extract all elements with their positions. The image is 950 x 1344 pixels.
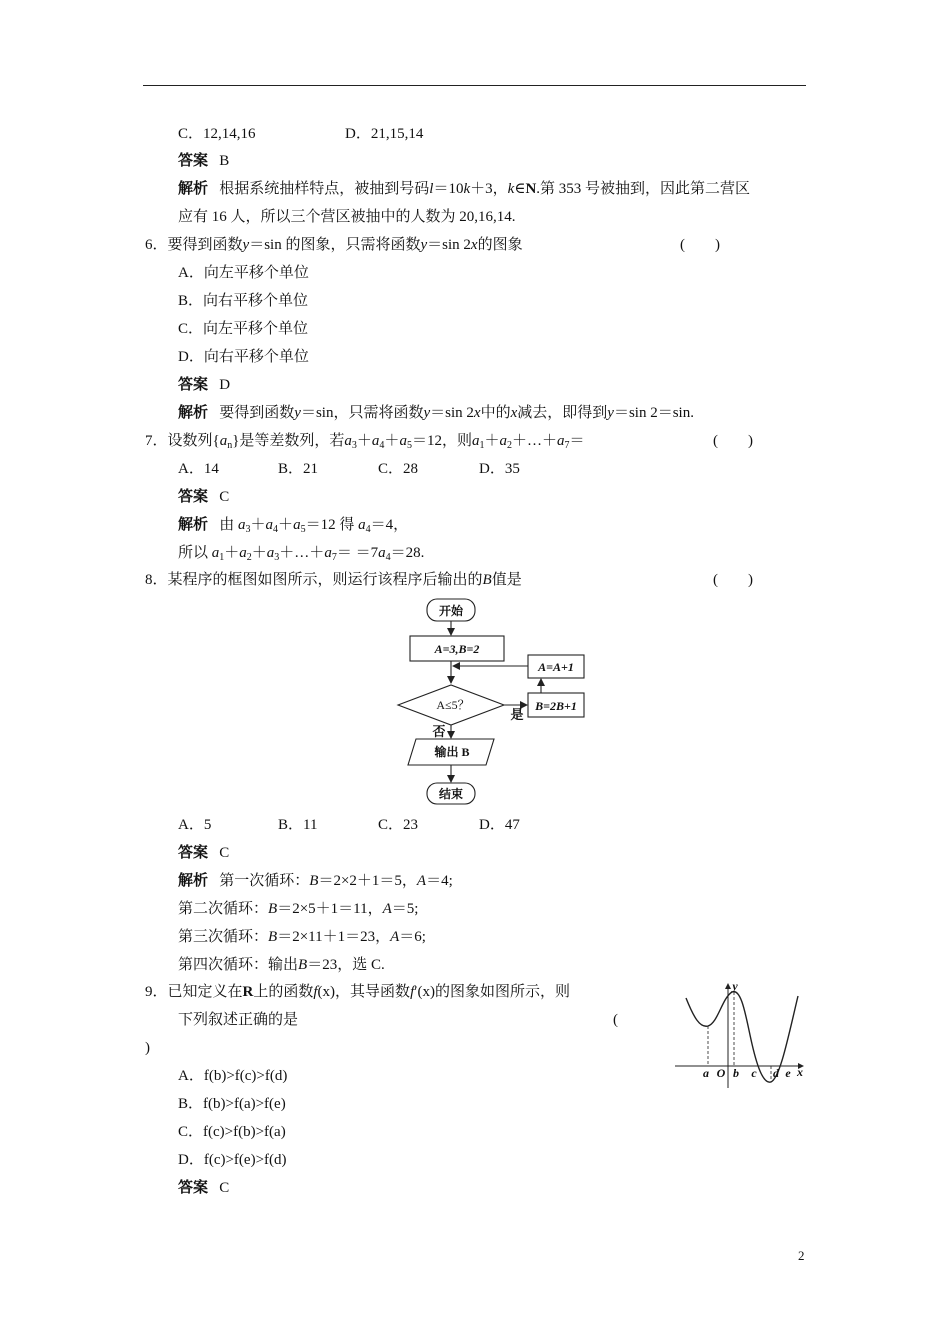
var-a: a bbox=[211, 545, 220, 561]
subscript: 7 bbox=[331, 552, 337, 563]
flow-no-label: 否 bbox=[432, 724, 446, 739]
q7-analysis-line1: 解析 由 $a_3+a_4+a_5=12$ 得 $a_4=4$， bbox=[178, 517, 409, 535]
graph-label-x: x bbox=[797, 1065, 803, 1079]
q7-analysis-text: ＝28. bbox=[390, 545, 425, 561]
graph-label-c: c bbox=[751, 1066, 757, 1080]
q7-analysis-line2: 所以 $a_1+a_2+a_3+\dots+a_7= =7a_4=28$. bbox=[178, 545, 425, 563]
graph-label-d: d bbox=[773, 1066, 779, 1080]
plus-sign: ＋ bbox=[356, 433, 372, 449]
q6-stem-text: 6．要得到函数 bbox=[145, 237, 243, 253]
graph-label-b: b bbox=[733, 1066, 739, 1080]
q6-answer-line bbox=[178, 375, 230, 395]
q7-option-c: C．28 bbox=[378, 461, 419, 477]
q8-stem-text: 8．某程序的框图如图所示，则运行该程序后输出的 bbox=[145, 572, 483, 588]
loop-text: 第二次循环： bbox=[178, 901, 269, 917]
var-x: x bbox=[510, 405, 518, 421]
q8-analysis-loop1: 解析 第一次循环：B＝2×2＋1＝5，A＝4; bbox=[178, 873, 453, 889]
q6-stem bbox=[145, 235, 523, 255]
flowchart bbox=[390, 595, 600, 810]
subscript: 3 bbox=[274, 552, 280, 563]
q6-stem-text: ＝sin 的图象，只需将函数 bbox=[249, 237, 421, 253]
var-y: y bbox=[420, 237, 428, 253]
q9-bracket-left: ( bbox=[613, 1012, 618, 1028]
subscript: 4 bbox=[365, 524, 371, 535]
q8-answer: C bbox=[219, 845, 230, 861]
q9-bracket-right: ) bbox=[145, 1040, 150, 1056]
graph-label-y: y bbox=[732, 979, 738, 993]
q9-stem-text: ，其导函数 bbox=[335, 984, 411, 1000]
answer-label: 答案 bbox=[178, 489, 209, 505]
flow-init-label: A=3,B=2 bbox=[434, 642, 480, 656]
func-f: f bbox=[313, 984, 318, 1000]
q8-analysis-loop2: 第二次循环：B＝2×5＋1＝11，A＝5; bbox=[178, 901, 419, 917]
var-a: a bbox=[219, 433, 228, 449]
q5-answer-line bbox=[178, 151, 229, 171]
graph-label-a: a bbox=[703, 1066, 709, 1080]
answer-label: 答案 bbox=[178, 845, 209, 861]
loop-text: 第一次循环： bbox=[219, 873, 310, 889]
q7-option-b: B．21 bbox=[278, 461, 319, 477]
loop-text: ＝2×5＋1＝11， bbox=[277, 901, 383, 917]
subscript: 7 bbox=[564, 440, 570, 451]
q5-analysis-line2: 应有 16 人，所以三个营区被抽中的人数为 20,16,14. bbox=[178, 209, 516, 225]
q5-option-d: D．21,15,14 bbox=[345, 126, 424, 142]
subscript: 2 bbox=[506, 440, 512, 451]
q6-analysis bbox=[178, 403, 694, 423]
q8-option-d: D．47 bbox=[479, 817, 520, 833]
var-x: x bbox=[470, 237, 478, 253]
analysis-label: 解析 bbox=[178, 405, 209, 421]
q7-stem-text: ＋…＋ bbox=[511, 433, 557, 449]
q7-answer-line bbox=[178, 487, 229, 507]
q7-option-d: D．35 bbox=[479, 461, 520, 477]
subscript: 3 bbox=[351, 440, 357, 451]
subscript: n bbox=[227, 440, 233, 451]
q9-option-b: B．f(b)>f(a)>f(e) bbox=[178, 1096, 286, 1112]
analysis-label: 解析 bbox=[178, 517, 209, 533]
q8-analysis-loop3: 第三次循环：B＝2×11＋1＝23，A＝6; bbox=[178, 929, 426, 945]
var-a: a bbox=[471, 433, 480, 449]
func-f: f bbox=[410, 984, 415, 1000]
subscript: 1 bbox=[219, 552, 225, 563]
q7-stem-text: ＝ bbox=[569, 433, 585, 449]
q7-stem-text: ＝12，则 bbox=[411, 433, 472, 449]
q9-stem-text: (x) bbox=[417, 984, 436, 1000]
q6-analysis-text: 要得到函数 bbox=[219, 405, 295, 421]
subscript: 3 bbox=[245, 524, 251, 535]
loop-text: ＝23，选 C. bbox=[307, 957, 385, 973]
var-a: a bbox=[238, 517, 246, 533]
plus-sign: ＋ bbox=[484, 433, 500, 449]
var-a: a bbox=[266, 545, 275, 561]
subscript: 5 bbox=[406, 440, 412, 451]
var-a: a bbox=[399, 433, 407, 449]
q9-answer-line bbox=[178, 1178, 229, 1198]
var-y: y bbox=[242, 237, 250, 253]
q5-option-c: C．12,14,16 bbox=[178, 126, 256, 142]
q7-option-a: A．14 bbox=[178, 461, 219, 477]
var-B: B bbox=[268, 901, 278, 917]
q6-stem-text: 的图象 bbox=[477, 237, 523, 253]
q6-option-d: D．向右平移个单位 bbox=[178, 349, 309, 365]
answer-label: 答案 bbox=[178, 153, 209, 169]
q9-stem-text: 的图象如图所示，则 bbox=[435, 984, 571, 1000]
q9-stem-line1 bbox=[145, 982, 570, 1002]
flow-step-a-label: A=A+1 bbox=[538, 660, 574, 674]
var-B: B bbox=[309, 873, 319, 889]
subscript: 4 bbox=[379, 440, 385, 451]
q6-analysis-text: 中的 bbox=[480, 405, 511, 421]
q6-option-c: C．向左平移个单位 bbox=[178, 321, 309, 337]
q6-answer-bracket: ( ) bbox=[680, 237, 720, 253]
var-a: a bbox=[293, 517, 301, 533]
var-x: x bbox=[473, 405, 481, 421]
q7-analysis-text: 由 bbox=[219, 517, 235, 533]
var-l: l bbox=[429, 181, 434, 197]
q9-stem-text: (x) bbox=[317, 984, 336, 1000]
var-B: B bbox=[298, 957, 308, 973]
var-k: k bbox=[507, 181, 515, 197]
set-N: N bbox=[525, 181, 537, 197]
var-B: B bbox=[482, 572, 492, 588]
q5-analysis-text: 根据系统抽样特点，被抽到号码 bbox=[219, 181, 430, 197]
q9-option-d: D．f(c)>f(e)>f(d) bbox=[178, 1152, 287, 1168]
var-a: a bbox=[358, 517, 366, 533]
q6-answer: D bbox=[219, 377, 231, 393]
var-y: y bbox=[423, 405, 431, 421]
q9-option-a: A．f(b)>f(c)>f(d) bbox=[178, 1068, 288, 1084]
q7-stem-text: }是等差数列，若 bbox=[232, 433, 345, 449]
q5-analysis-text: ＋3， bbox=[470, 181, 508, 197]
q5-analysis-text: ∈ bbox=[514, 181, 526, 197]
q5-answer: B bbox=[219, 153, 230, 169]
flow-start-label: 开始 bbox=[438, 604, 464, 618]
loop-text: ＝2×2＋1＝5， bbox=[318, 873, 417, 889]
q7-answer: C bbox=[219, 489, 230, 505]
graph-label-e: e bbox=[785, 1066, 791, 1080]
subscript: 5 bbox=[300, 524, 306, 535]
q7-analysis-text: ＝4， bbox=[370, 517, 409, 533]
q7-analysis-text: ＝12 得 bbox=[305, 517, 355, 533]
var-y: y bbox=[294, 405, 301, 421]
derivative-graph bbox=[670, 978, 810, 1093]
var-a: a bbox=[556, 433, 565, 449]
analysis-label: 解析 bbox=[178, 181, 209, 197]
var-k: k bbox=[463, 181, 471, 197]
prime-mark: ′ bbox=[414, 984, 418, 1000]
subscript: 2 bbox=[246, 552, 252, 563]
q9-stem-text: 上的函数 bbox=[253, 984, 314, 1000]
q6-analysis-text: 减去，即得到 bbox=[517, 405, 608, 421]
page-number: 2 bbox=[798, 1248, 805, 1263]
plus-sign: ＋ bbox=[384, 433, 400, 449]
var-a: a bbox=[344, 433, 352, 449]
header-rule bbox=[143, 85, 806, 86]
flow-cond-label: A≤5？ bbox=[436, 698, 470, 712]
q6-option-b: B．向右平移个单位 bbox=[178, 293, 309, 309]
q9-option-c: C．f(c)>f(b)>f(a) bbox=[178, 1124, 286, 1140]
var-B: B bbox=[268, 929, 278, 945]
q6-analysis-text: ＝sin 2 bbox=[430, 405, 474, 421]
subscript: 4 bbox=[385, 552, 391, 563]
q5-analysis-text: .第 353 号被抽到，因此第二营区 bbox=[536, 181, 751, 197]
flow-end-label: 结束 bbox=[438, 787, 464, 801]
q5-analysis-text: ＝10 bbox=[433, 181, 464, 197]
q7-answer-bracket: ( ) bbox=[713, 433, 753, 449]
q5-analysis-line1 bbox=[178, 179, 750, 199]
loop-text: ＝5; bbox=[391, 901, 419, 917]
q6-analysis-text: ＝sin，只需将函数 bbox=[300, 405, 424, 421]
set-R: R bbox=[242, 984, 254, 1000]
flow-step-b-label: B=2B+1 bbox=[535, 699, 577, 713]
q8-option-c: C．23 bbox=[378, 817, 419, 833]
answer-label: 答案 bbox=[178, 1180, 209, 1196]
q6-option-a: A．向左平移个单位 bbox=[178, 265, 309, 281]
loop-text: 第三次循环： bbox=[178, 929, 269, 945]
q7-stem bbox=[145, 431, 585, 451]
flow-output-label: 输出 B bbox=[434, 745, 470, 759]
q8-option-b: B．11 bbox=[278, 817, 318, 833]
q9-answer: C bbox=[219, 1180, 230, 1196]
graph-label-O: O bbox=[716, 1066, 726, 1080]
q8-answer-line bbox=[178, 843, 229, 863]
var-a: a bbox=[324, 545, 332, 561]
q8-answer-bracket: ( ) bbox=[713, 572, 753, 588]
loop-text: 第四次循环：输出 bbox=[178, 957, 299, 973]
analysis-label: 解析 bbox=[178, 873, 209, 889]
q6-stem-text: ＝sin 2 bbox=[427, 237, 471, 253]
var-a: a bbox=[378, 545, 386, 561]
q7-analysis-text: ＝ ＝7 bbox=[336, 545, 379, 561]
subscript: 1 bbox=[479, 440, 485, 451]
q8-option-a: A．5 bbox=[178, 817, 212, 833]
answer-label: 答案 bbox=[178, 377, 209, 393]
loop-text: ＝4; bbox=[426, 873, 453, 889]
q7-analysis-text: 所以 bbox=[178, 545, 209, 561]
var-y: y bbox=[607, 405, 614, 421]
q8-analysis-loop4 bbox=[178, 955, 385, 975]
subscript: 4 bbox=[273, 524, 279, 535]
var-a: a bbox=[371, 433, 380, 449]
q7-stem-text: 7．设数列{ bbox=[145, 433, 220, 449]
q9-stem-text: 9．已知定义在 bbox=[145, 984, 243, 1000]
q6-analysis-text: ＝sin 2＝sin. bbox=[613, 405, 694, 421]
q9-stem-line2: 下列叙述正确的是 bbox=[178, 1012, 299, 1028]
var-a: a bbox=[239, 545, 247, 561]
loop-text: ＝2×11＋1＝23， bbox=[277, 929, 391, 945]
var-a: a bbox=[265, 517, 274, 533]
loop-text: ＝6; bbox=[399, 929, 426, 945]
q8-stem bbox=[145, 570, 522, 590]
flow-yes-label: 是 bbox=[510, 707, 524, 722]
q8-stem-text: 值是 bbox=[491, 572, 522, 588]
var-a: a bbox=[499, 433, 507, 449]
